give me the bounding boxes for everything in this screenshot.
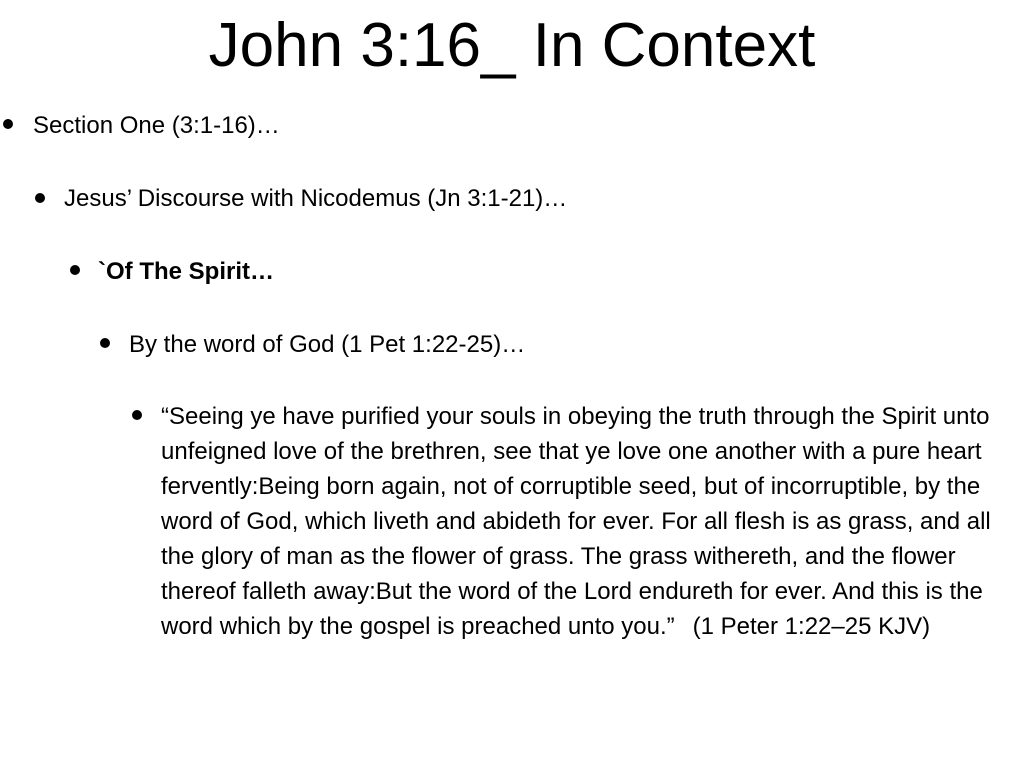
- scripture-reference: (1 Peter 1:22–25 KJV): [692, 613, 931, 640]
- slide-title: John 3:16_ In Context: [208, 11, 816, 80]
- bullet-section-one: Section One (3:1-16)…: [33, 112, 280, 139]
- bullet-icon: [70, 265, 80, 275]
- bullet-icon: [132, 410, 142, 420]
- scripture-quote-text: “Seeing ye have purified your souls in obeying the truth through the Spirit unto unfeigned love of the brethren, see that ye love one another with a pure heart fervently:Being born again, not of corruptible seed, but of incorruptible, by the word of God, which liveth and abideth for ever. For all flesh is as grass, and all the glory of man as the flower of grass. The grass withereth, and the flower thereof falleth away:But the word of the Lord endureth for ever. And this is the word which by the gospel is preached unto you.”: [161, 403, 991, 640]
- bullet-of-the-spirit: `Of The Spirit…: [98, 258, 274, 285]
- bullet-discourse-nicodemus: Jesus’ Discourse with Nicodemus (Jn 3:1-21)…: [64, 185, 568, 212]
- bullet-icon: [3, 119, 13, 129]
- bullet-icon: [100, 338, 110, 348]
- bullet-icon: [35, 193, 45, 203]
- bullet-scripture-quote: [161, 399, 1011, 644]
- bullet-word-of-god: By the word of God (1 Pet 1:22-25)…: [129, 331, 526, 358]
